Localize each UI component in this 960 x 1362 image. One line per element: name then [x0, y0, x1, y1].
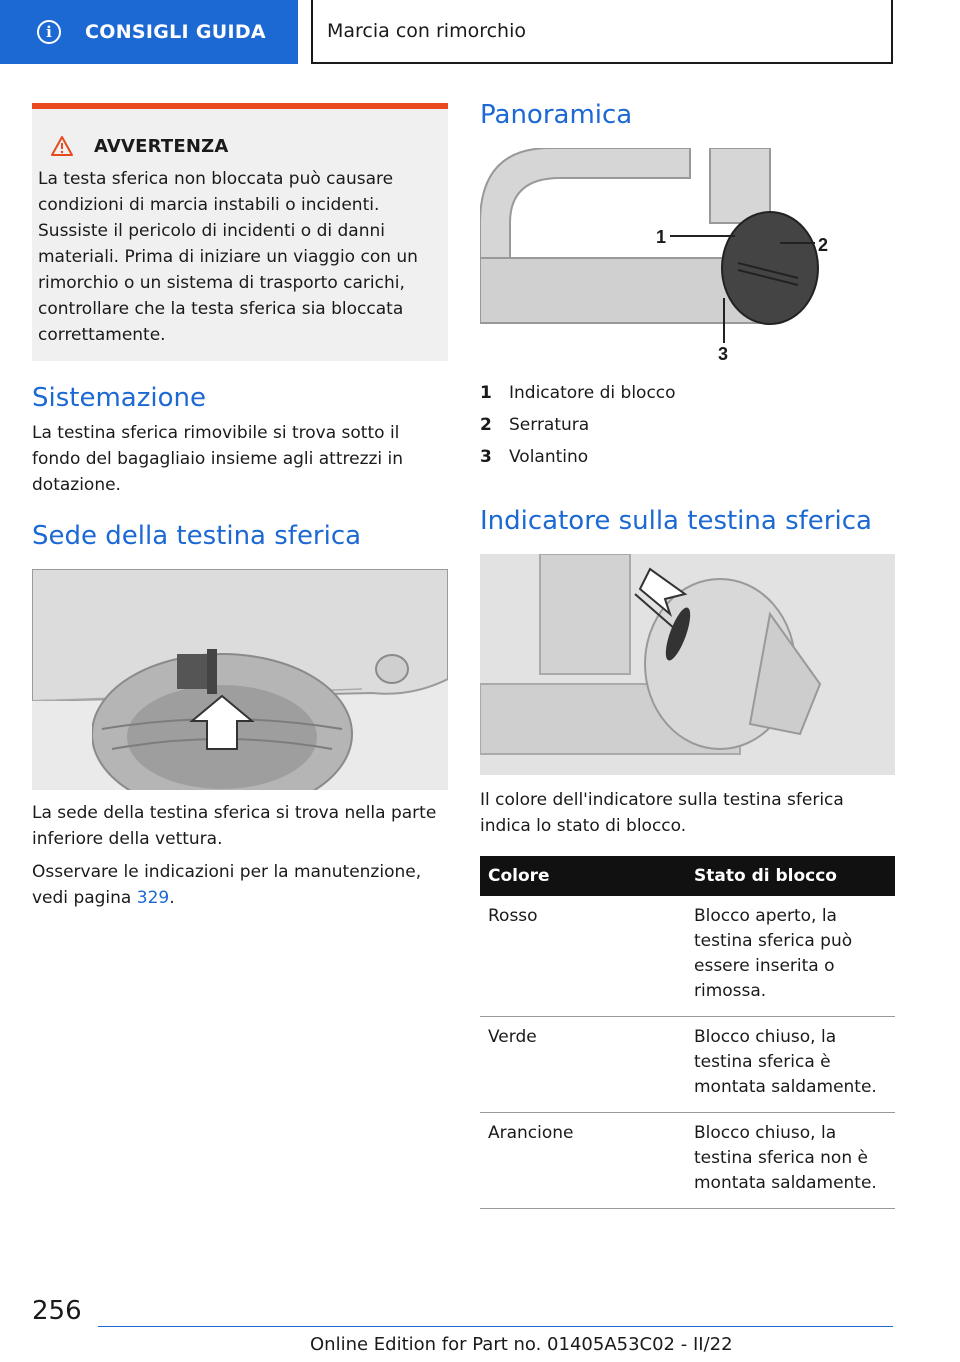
heading-sistemazione: Sistemazione [32, 383, 206, 413]
col-header-colore: Colore [480, 856, 686, 896]
warning-box [32, 103, 448, 361]
callout-2: 2 [818, 235, 829, 255]
section-label: CONSIGLI GUIDA [85, 21, 266, 43]
callout-3: 3 [718, 344, 729, 364]
table-row [480, 896, 895, 1017]
lock-status-table [480, 856, 895, 1209]
heading-sede: Sede della testina sferica [32, 521, 362, 551]
table-cell: Rosso [480, 896, 686, 1017]
legend-num: 3 [480, 447, 492, 467]
footer-divider [98, 1326, 893, 1327]
info-icon: i [37, 20, 61, 44]
indicatore-text: Il colore dell'indicatore sulla testina sferica indica lo stato di blocco. [480, 790, 844, 836]
table-row [480, 1113, 895, 1209]
section-tab[interactable] [0, 0, 298, 64]
legend-num: 2 [480, 415, 492, 435]
indicator-figure [480, 554, 895, 775]
heading-panoramica: Panoramica [480, 100, 633, 130]
table-cell: Blocco aperto, la testina sferica può essere inserita o rimossa. [686, 896, 895, 1017]
edition-text: Online Edition for Part no. 01405A53C02 - II/22 [310, 1334, 733, 1355]
warning-title: AVVERTENZA [94, 135, 229, 157]
table-header-row [480, 856, 895, 896]
legend-num: 1 [480, 383, 492, 403]
topic-header [311, 0, 893, 64]
table-row [480, 1017, 895, 1113]
table-cell: Verde [480, 1017, 686, 1113]
table-cell: Blocco chiuso, la testina sferica è montata saldamente. [686, 1017, 895, 1113]
callout-1: 1 [656, 227, 667, 247]
sede-text-1: La sede della testina sferica si trova nella parte inferiore della vettura. [32, 803, 437, 849]
legend-label: Indicatore di blocco [509, 383, 676, 403]
page-number: 256 [32, 1296, 82, 1326]
sede-text-2-post: . [169, 888, 175, 908]
col-header-stato: Stato di blocco [686, 856, 895, 896]
topic-title: Marcia con rimorchio [327, 20, 526, 42]
warning-text: La testa sferica non bloccata può causare condizioni di marcia instabili o incidenti. Sussiste il pericolo di incidenti o di danni materiali. Prima di iniziare un viaggio con un rimorchio o un sistema di trasporto carichi, controllare che la testa sferica sia bloccata correttamente. [38, 169, 418, 345]
overview-figure [480, 148, 895, 370]
table-cell: Arancione [480, 1113, 686, 1209]
hitch-location-figure [32, 569, 448, 790]
heading-indicatore: Indicatore sulla testina sferica [480, 506, 872, 536]
sede-text-2 [32, 859, 448, 911]
table-cell: Blocco chiuso, la testina sferica non è montata saldamente. [686, 1113, 895, 1209]
legend-label: Volantino [509, 447, 589, 467]
sistemazione-text: La testina sferica rimovibile si trova sotto il fondo del bagagliaio insieme agli attrezzi in dotazione. [32, 423, 404, 495]
sede-text-2-pre: Osservare le indicazioni per la manutenzione, vedi pagina [32, 862, 422, 908]
warning-icon [50, 135, 74, 157]
page-link[interactable]: 329 [136, 888, 170, 908]
legend-label: Serratura [509, 415, 590, 435]
